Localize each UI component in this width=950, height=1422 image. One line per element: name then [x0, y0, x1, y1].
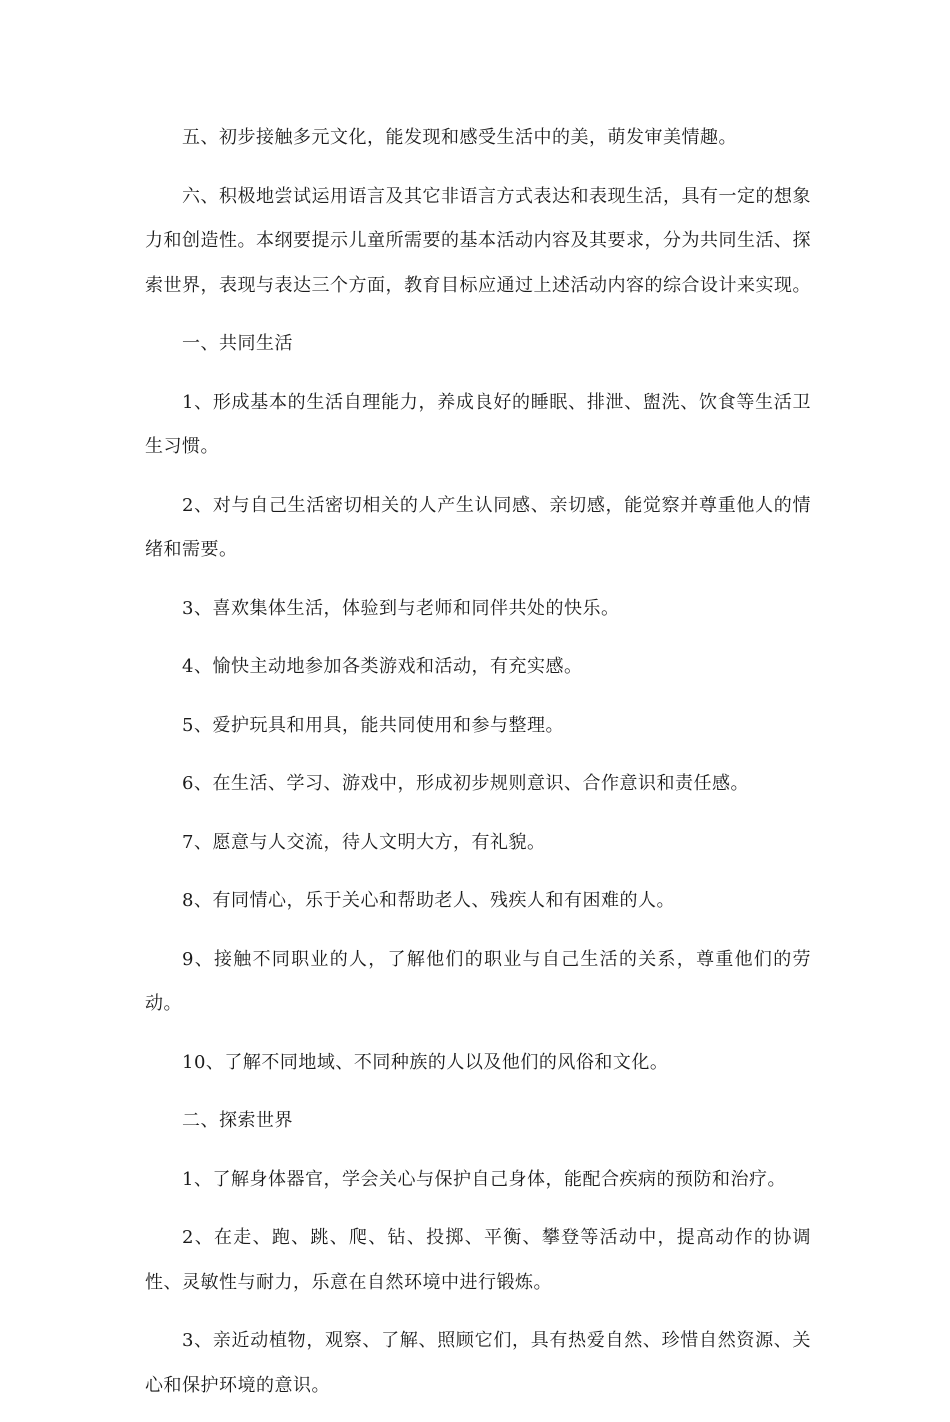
list-item: 7、愿意与人交流，待人文明大方，有礼貌。 — [182, 831, 546, 853]
document-body — [145, 116, 811, 1422]
list-item: 2、对与自己生活密切相关的人产生认同感、亲切感，能觉察并尊重他人的情绪和需要。 — [145, 494, 811, 560]
paragraph-goal-6: 六、积极地尝试运用语言及其它非语言方式表达和表现生活，具有一定的想象力和创造性。本纲要提示儿童所需要的基本活动内容及其要求，分为共同生活、探索世界，表现与表达三个方面，教育目标应通过上述活动内容的综合设计来实现。 — [145, 185, 811, 296]
list-item: 1、了解身体器官，学会关心与保护自己身体，能配合疾病的预防和治疗。 — [182, 1168, 786, 1190]
list-item: 3、喜欢集体生活，体验到与老师和同伴共处的快乐。 — [182, 597, 620, 619]
list-item: 8、有同情心，乐于关心和帮助老人、残疾人和有困难的人。 — [182, 890, 675, 911]
list-item: 5、爱护玩具和用具，能共同使用和参与整理。 — [182, 714, 564, 736]
list-item: 10、了解不同地域、不同种族的人以及他们的风俗和文化。 — [182, 1051, 669, 1073]
list-item: 3、亲近动植物，观察、了解、照顾它们，具有热爱自然、珍惜自然资源、关心和保护环境的意识。 — [145, 1330, 811, 1396]
section-heading-shared-life: 一、共同生活 — [182, 333, 293, 354]
list-item: 9、接触不同职业的人，了解他们的职业与自己生活的关系，尊重他们的劳动。 — [145, 948, 811, 1014]
paragraph-goal-5: 五、初步接触多元文化，能发现和感受生活中的美，萌发审美情趣。 — [182, 127, 737, 148]
list-item: 2、在走、跑、跳、爬、钻、投掷、平衡、攀登等活动中，提高动作的协调性、灵敏性与耐力，乐意在自然环境中进行锻炼。 — [145, 1227, 811, 1293]
list-item: 1、形成基本的生活自理能力，养成良好的睡眠、排泄、盥洗、饮食等生活卫生习惯。 — [145, 391, 811, 457]
section-heading-explore-world: 二、探索世界 — [182, 1110, 293, 1131]
list-item: 4、愉快主动地参加各类游戏和活动，有充实感。 — [182, 656, 583, 677]
list-item: 6、在生活、学习、游戏中，形成初步规则意识、合作意识和责任感。 — [182, 773, 749, 794]
